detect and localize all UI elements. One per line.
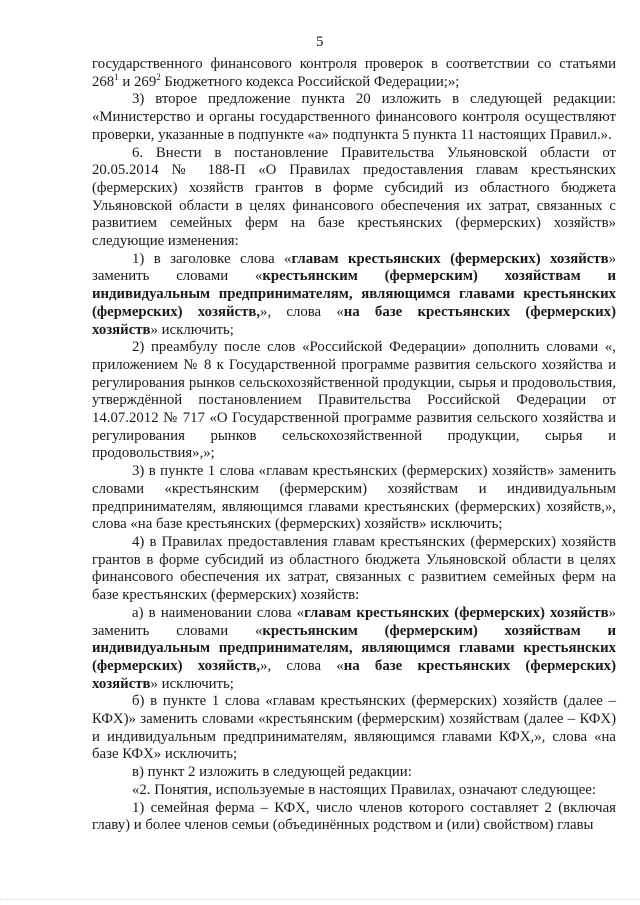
scan-bottom-edge <box>0 899 640 905</box>
paragraph-change-2: 2) преамбулу после слов «Российской Федерации» дополнить словами «, приложением № 8 к Государственной программе развития сельского хозяйства и регулирования рынков сельскохозяйственной продукции, сырья и продовольствия, утверждённой постановлением Правительства Российской Федерации от 14.07.2012 № 717 «О Государственной программе развития сельского хозяйства и регулирования рынков сельскохозяйственной продукции, сырья и продовольствия»,»; <box>92 339 616 462</box>
paragraph-section-6: 6. Внести в постановление Правительства Ульяновской области от 20.05.2014 № 188-П «О Правилах предоставления главам крестьянских (фермерских) хозяйств грантов в форме субсидий из областного бюджета Ульяновской области в целях финансового обеспечения их затрат, связанных с развитием семейных ферм на базе крестьянских (фермерских) хозяйств» следующие изменения: <box>92 144 616 250</box>
paragraph-definitions-intro: «2. Понятия, используемые в настоящих Правилах, означают следующее: <box>132 781 596 798</box>
subitem-a-bold-3: на базе крестьянских (фермерских) хозяйств <box>92 657 616 692</box>
change-1-text-d: », слова « <box>260 303 344 320</box>
change-1-text-a: 1) в заголовке слова « <box>132 250 292 267</box>
change-1-bold-1: главам крестьянских (фермерских) хозяйств <box>291 250 609 267</box>
footnote-superscript-2: 2 <box>156 71 161 82</box>
subitem-a-text-c: » заменить словами « <box>92 604 616 639</box>
paragraph-change-4: 4) в Правилах предоставления главам крестьянских (фермерских) хозяйств грантов в форме субсидий из областного бюджета Ульяновской области в целях финансового обеспечения их затрат, связанных с развитием семейных ферм на базе крестьянских (фермерских) хозяйств: <box>92 533 616 604</box>
change-1-text-e: » исключить; <box>150 321 234 338</box>
paragraph-1-text-b: и 269 <box>118 73 157 90</box>
subitem-a-bold-1: главам крестьянских (фермерских) хозяйств <box>304 604 609 621</box>
subitem-a-text-d: », слова « <box>260 657 344 674</box>
subitem-a-bold-2: крестьянским (фермерским) хозяйствам и индивидуальным предпринимателям, являющимся главами крестьянских (фермерских) хозяйств, <box>92 622 616 674</box>
paragraph-1-text-c: Бюджетного кодекса Российской Федерации;»; <box>160 73 460 90</box>
subitem-a-text-a: а) в наименовании слова « <box>132 604 305 621</box>
paragraph-definition-1: 1) семейная ферма – КФХ, число членов которого составляет 2 (включая главу) и более членов семьи (объединённых родством и (или) свойством) главы <box>92 799 616 834</box>
paragraph-change-3: 3) в пункте 1 слова «главам крестьянских (фермерских) хозяйств» заменить словами «крестьянским (фермерским) хозяйствам и индивидуальным предпринимателям, являющимся главами крестьянских (фермерских) хозяйств,», слова «на базе крестьянских (фермерских) хозяйств» исключить; <box>92 463 616 533</box>
footnote-superscript-1: 1 <box>114 71 119 82</box>
document-body <box>92 56 616 835</box>
paragraph-1-text-a: государственного финансового контроля проверок в соответствии со статьями 268 <box>92 56 616 90</box>
paragraph-subitem-a <box>92 605 616 694</box>
paragraph-item-3: 3) второе предложение пункта 20 изложить в следующей редакции: «Министерство и органы государственного финансового контроля осуществляют проверки, указанные в подпункте «а» подпункта 5 пункта 11 настоящих Правил.». <box>92 91 616 143</box>
change-1-bold-3: на базе крестьянских (фермерских) хозяйств <box>92 303 616 338</box>
paragraph-subitem-b: б) в пункте 1 слова «главам крестьянских (фермерских) хозяйств (далее – КФХ)» заменить словами «крестьянским (фермерским) хозяйствам (далее – КФХ) и индивидуальным предпринимателям, являющимся главами КФХ,», слова «на базе КФХ» исключить; <box>92 693 616 763</box>
paragraph-change-1 <box>92 251 616 340</box>
subitem-a-text-e: » исключить; <box>150 675 234 692</box>
paragraph-1-continuation <box>92 56 616 91</box>
page-number: 5 <box>316 34 324 50</box>
paragraph-subitem-v: в) пункт 2 изложить в следующей редакции: <box>132 764 412 781</box>
change-1-text-c: » заменить словами « <box>92 250 616 285</box>
change-1-bold-2: крестьянским (фермерским) хозяйствам и индивидуальным предпринимателям, являющимся главами крестьянских (фермерских) хозяйств, <box>92 268 616 320</box>
